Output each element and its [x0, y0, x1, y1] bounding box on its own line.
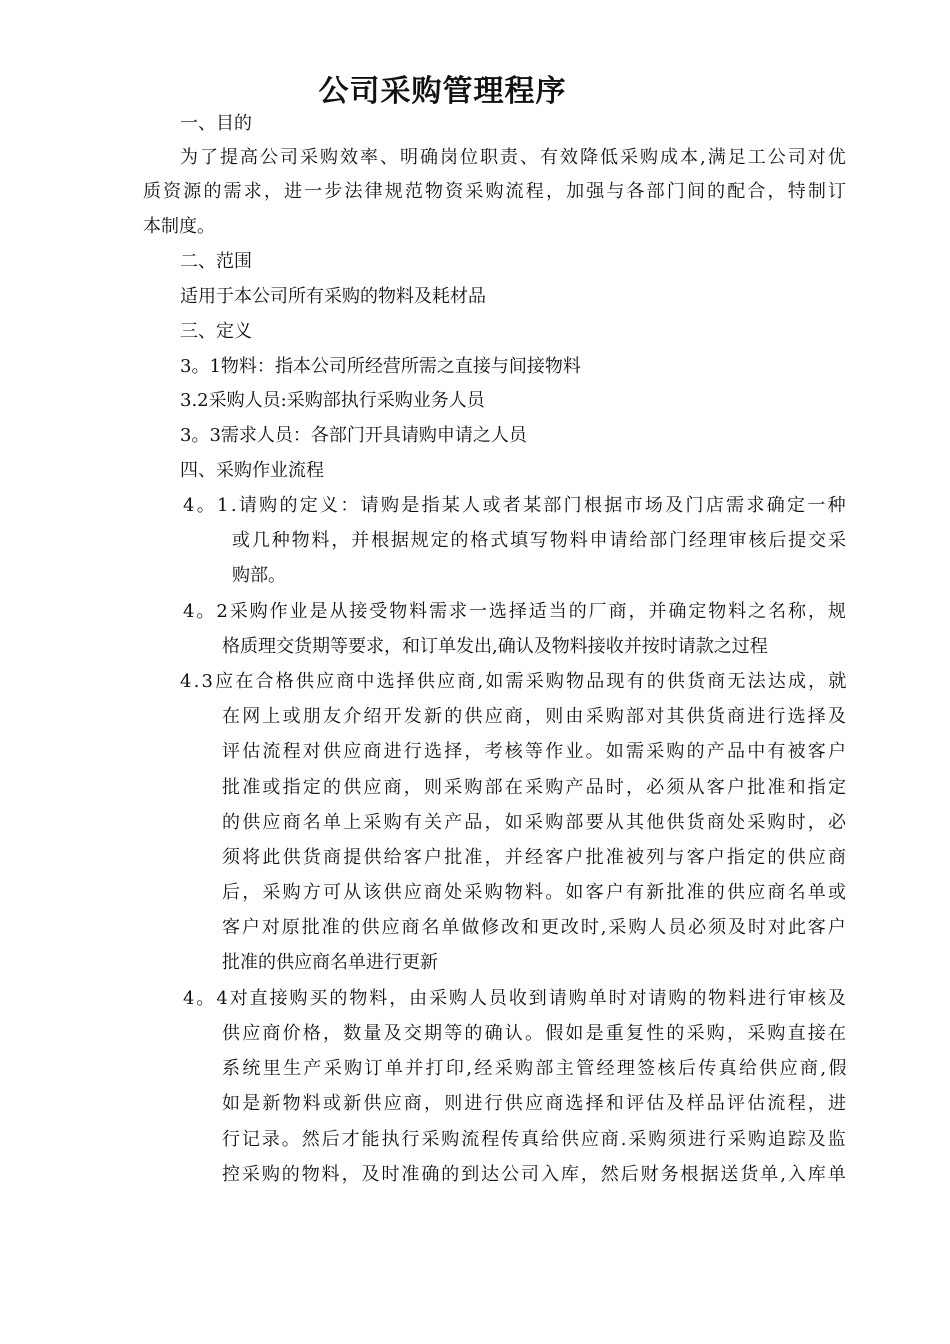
text-line: 须将此供货商提供给客户批准，并经客户批准被列与客户指定的供应商: [222, 847, 849, 868]
text-line: 行记录。然后才能执行采购流程传真给供应商.采购须进行采购追踪及监: [222, 1129, 848, 1150]
text-line: 本制度。: [143, 216, 215, 237]
text-line: 4。4对直接购买的物料，由采购人员收到请购单时对请购的物料进行审核及: [183, 988, 848, 1009]
text-line: 4。1.请购的定义：请购是指某人或者某部门根据市场及门店需求确定一种: [183, 495, 848, 516]
text-line: 购部。: [232, 565, 286, 586]
text-line: 或几种物料，并根据规定的格式填写物料申请给部门经理审核后提交采: [232, 530, 848, 551]
text-line: 为了提高公司采购效率、明确岗位职责、有效降低采购成本,满足工公司对优: [180, 147, 848, 168]
text-line: 二、范围: [180, 251, 252, 272]
text-line: 4。2采购作业是从接受物料需求一选择适当的厂商，并确定物料之名称，规: [183, 601, 848, 622]
text-line: 评估流程对供应商进行选择，考核等作业。如需采购的产品中有被客户: [222, 741, 849, 762]
text-line: 如是新物料或新供应商，则进行供应商选择和评估及样品评估流程，进: [222, 1093, 849, 1114]
text-line: 适用于本公司所有采购的物料及耗材品: [180, 286, 486, 307]
text-line: 三、定义: [180, 321, 252, 342]
text-line: 一、目的: [180, 113, 252, 134]
text-line: 3.2采购人员:采购部执行采购业务人员: [180, 390, 485, 411]
text-line: 批准或指定的供应商，则采购部在采购产品时，必须从客户批准和指定: [222, 777, 849, 798]
text-line: 供应商价格，数量及交期等的确认。假如是重复性的采购，采购直接在: [222, 1023, 849, 1044]
text-line: 控采购的物料，及时准确的到达公司入库，然后财务根据送货单,入库单: [222, 1164, 848, 1185]
text-line: 四、采购作业流程: [180, 460, 324, 481]
text-line: 格质理交货期等要求，和订单发出,确认及物料接收并按时请款之过程: [222, 636, 768, 657]
page-title: 公司采购管理程序: [318, 74, 567, 109]
text-line: 4.3应在合格供应商中选择供应商,如需采购物品现有的供货商无法达成，就: [180, 671, 849, 692]
text-line: 批准的供应商名单进行更新: [222, 952, 438, 973]
text-line: 后，采购方可从该供应商处采购物料。如客户有新批准的供应商名单或: [222, 882, 849, 903]
text-line: 系统里生产采购订单并打印,经采购部主管经理签核后传真给供应商,假: [222, 1058, 849, 1079]
text-line: 质资源的需求，进一步法律规范物资采购流程，加强与各部门间的配合，特制订: [143, 181, 849, 202]
text-line: 3。3需求人员：各部门开具请购申请之人员: [180, 425, 527, 446]
text-line: 的供应商名单上采购有关产品，如采购部要从其他供货商处采购时，必: [222, 812, 849, 833]
text-line: 3。1物料：指本公司所经营所需之直接与间接物料: [180, 356, 581, 377]
text-line: 在网上或朋友介绍开发新的供应商，则由采购部对其供货商进行选择及: [222, 706, 849, 727]
text-line: 客户对原批准的供应商名单做修改和更改时,采购人员必须及时对此客户: [222, 917, 848, 938]
